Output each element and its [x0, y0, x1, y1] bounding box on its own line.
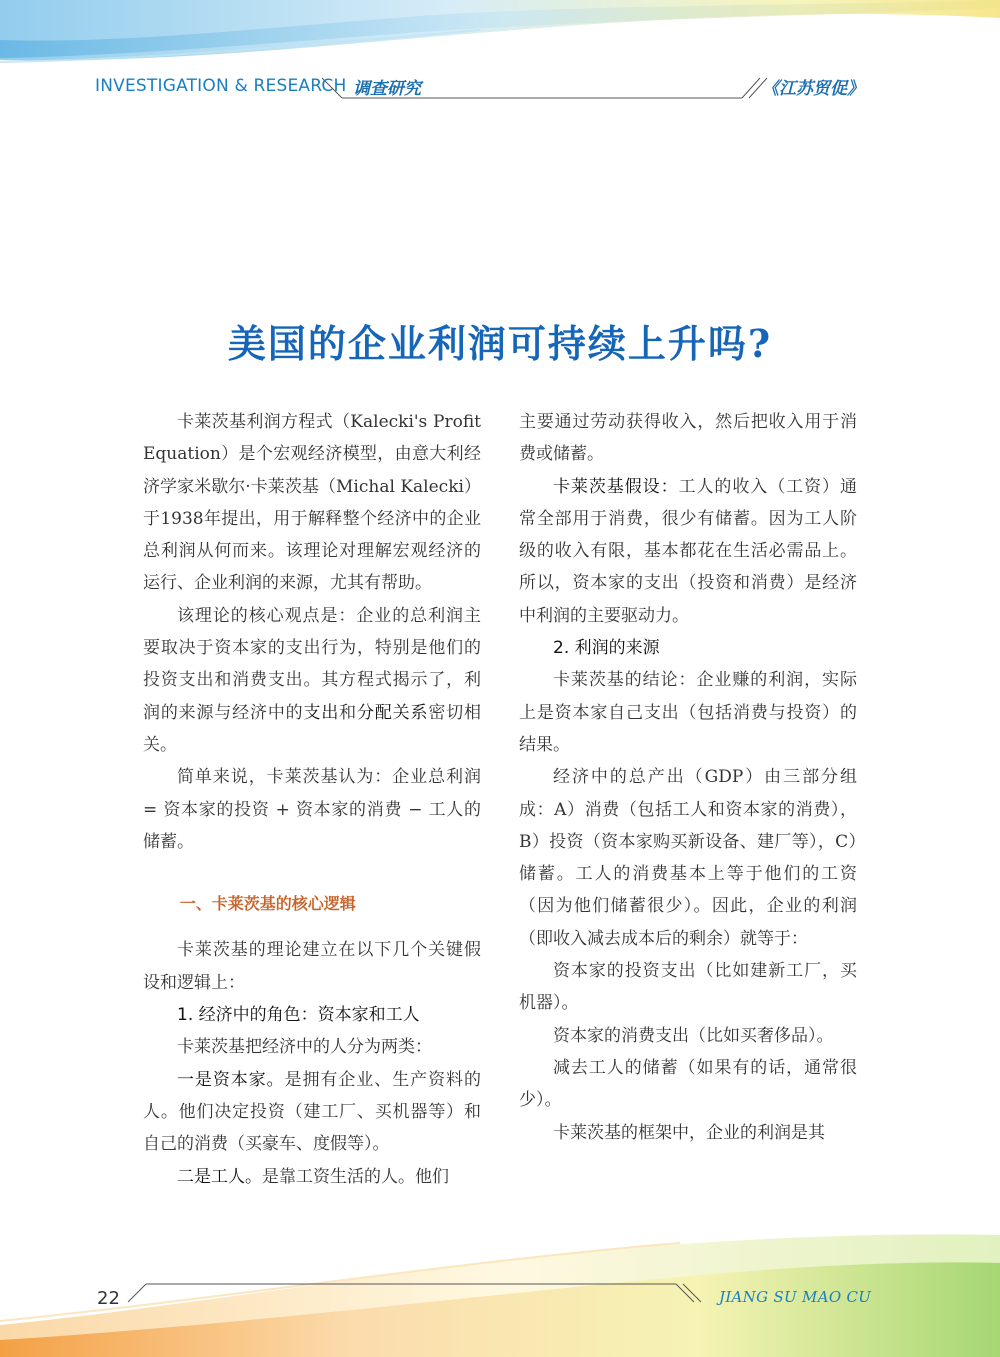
- header-section-english: INVESTIGATION & RESEARCH: [95, 76, 347, 96]
- right-column: [519, 406, 857, 1149]
- section-heading: 一、卡莱茨基的核心逻辑: [179, 894, 356, 914]
- paragraph: 资本家的投资支出（比如建新工厂，买机器）。: [519, 961, 857, 1014]
- paragraph: 主要通过劳动获得收入，然后把收入用于消费或储蓄。: [519, 412, 857, 465]
- paragraph: 卡莱茨基利润方程式（Kalecki's Profit Equation）是个宏观经济模型，由意大利经济学家米歇尔·卡莱茨基（Michal Kalecki）于1938年提出，用于解释整个经济中的企业总利润从何而来。该理论对理解宏观经济的运行、企业利润的来源，尤其有帮助。: [143, 412, 481, 594]
- paragraph: 简单来说，卡莱茨基认为：企业总利润 = 资本家的投资 + 资本家的消费 − 工人的储蓄。: [143, 767, 481, 852]
- paragraph: 该理论的核心观点是：企业的总利润主要取决于资本家的支出行为，特别是他们的投资支出和消费支出。其方程式揭示了，利润的来源与经济中的支出和分配关系密切相关。: [143, 605, 482, 755]
- paragraph: 卡莱茨基假设：工人的收入（工资）通常全部用于消费，很少有储蓄。因为工人阶级的收入有限，基本都花在生活必需品上。所以，资本家的支出（投资和消费）是经济中利润的主要驱动力。: [519, 476, 857, 626]
- top-wave-decoration: [0, 0, 1000, 80]
- emphasis-text: 卡莱茨基假设：: [553, 476, 679, 497]
- emphasis-text: 一是资本家。: [177, 1069, 285, 1090]
- subheading: 2. 利润的来源: [553, 638, 660, 659]
- page-number: 22: [97, 1288, 120, 1309]
- emphasis-text: 二是工人。: [177, 1166, 262, 1187]
- header-section-chinese: 调查研究: [353, 79, 421, 99]
- left-column: [143, 406, 481, 1193]
- subheading: 1. 经济中的角色：资本家和工人: [177, 1005, 420, 1026]
- paragraph: 卡莱茨基的框架中，企业的利润是其: [553, 1122, 825, 1143]
- header-magazine-name: 《江苏贸促》: [762, 79, 864, 99]
- emphasis-text: 支出: [303, 702, 340, 723]
- paragraph: 一是资本家。是拥有企业、生产资料的人。他们决定投资（建工厂、买机器等）和自己的消费（买豪车、度假等）。: [143, 1069, 481, 1155]
- emphasis-text: 分配关系: [357, 702, 429, 723]
- paragraph: 卡莱茨基的结论：企业赚的利润，实际上是资本家自己支出（包括消费与投资）的结果。: [519, 670, 857, 755]
- paragraph: 资本家的消费支出（比如买奢侈品）。: [553, 1025, 834, 1046]
- paragraph: 二是工人。是靠工资生活的人。他们: [177, 1166, 449, 1187]
- paragraph: 经济中的总产出（GDP）由三部分组成：A）消费（包括工人和资本家的消费），B）投资（资本家购买新设备、建厂等），C）储蓄。工人的消费基本上等于他们的工资（因为他们储蓄很少）。因此，企业的利润（即收入减去成本后的剩余）就等于：: [519, 767, 857, 949]
- article-title: 美国的企业利润可持续上升吗?: [227, 321, 773, 366]
- footer-magazine-english: JIANG SU MAO CU: [719, 1288, 872, 1306]
- paragraph: 卡莱茨基的理论建立在以下几个关键假设和逻辑上：: [143, 940, 481, 993]
- paragraph: 减去工人的储蓄（如果有的话，通常很少）。: [519, 1057, 857, 1111]
- paragraph: 卡莱茨基把经济中的人分为两类：: [177, 1037, 432, 1058]
